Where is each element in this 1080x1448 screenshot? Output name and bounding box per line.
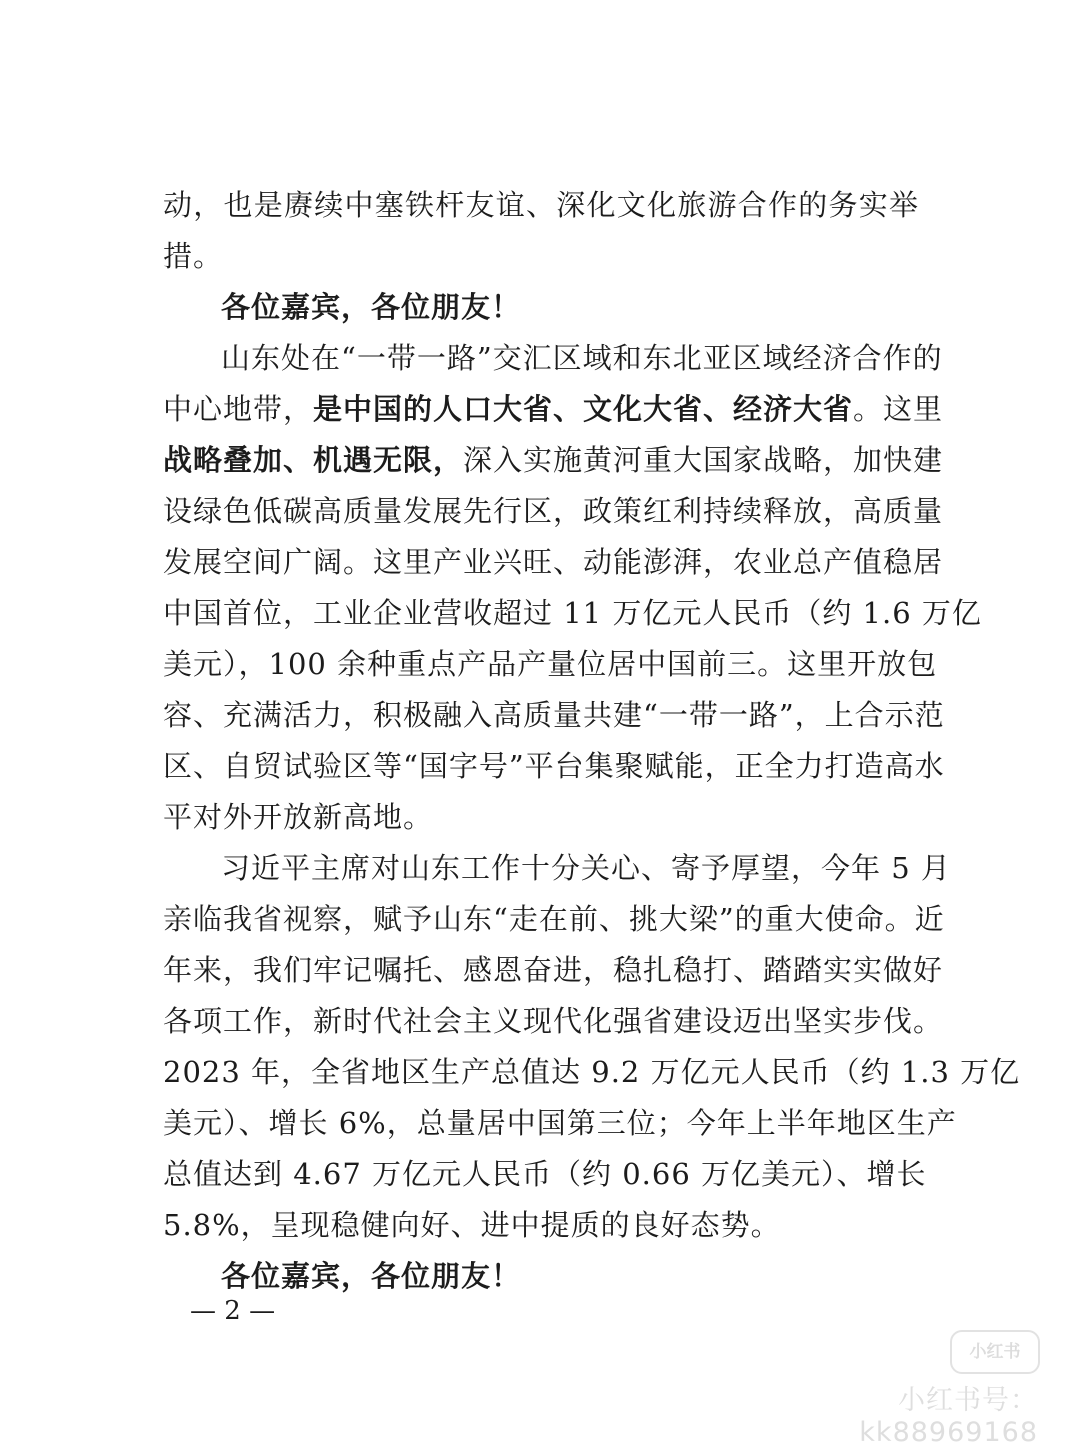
greeting-heading: 各位嘉宾，各位朋友！ [221, 290, 522, 324]
text-line: 总值达到 4.67 万亿元人民币（约 0.66 万亿美元）、增长 [163, 1157, 927, 1191]
text-line: 2023 年，全省地区生产总值达 9.2 万亿元人民币（约 1.3 万亿 [163, 1055, 1021, 1089]
text-line [163, 435, 944, 486]
text-line: 中国首位，工业企业营收超过 11 万亿元人民币（约 1.6 万亿 [163, 596, 982, 630]
text-line [163, 384, 944, 435]
text-line: 设绿色低碳高质量发展先行区，政策红利持续释放，高质量 [163, 494, 944, 528]
text-span: 。这里 [853, 392, 944, 426]
text-line: 措。 [163, 239, 224, 273]
text-span: 中心地带， [163, 392, 314, 426]
text-line: 5.8%，呈现稳健向好、进中提质的良好态势。 [163, 1208, 781, 1242]
text-line: 亲临我省视察，赋予山东“走在前、挑大梁”的重大使命。近 [163, 902, 945, 936]
text-line: 发展空间广阔。这里产业兴旺、动能澎湃，农业总产值稳居 [163, 545, 944, 579]
text-line: 动，也是赓续中塞铁杆友谊、深化文化旅游合作的务实举 [163, 188, 919, 222]
text-line: 平对外开放新高地。 [163, 800, 434, 834]
text-span: 深入实施黄河重大国家战略，加快建 [463, 443, 944, 477]
text-line: 美元），100 余种重点产品产量位居中国前三。这里开放包 [163, 647, 938, 681]
page-number: — 2 — [190, 1296, 276, 1326]
text-line: 区、自贸试验区等“国字号”平台集聚赋能，正全力打造高水 [163, 749, 945, 783]
text-line: 容、充满活力，积极融入高质量共建“一带一路”，上合示范 [163, 698, 945, 732]
text-line: 美元）、增长 6%，总量居中国第三位；今年上半年地区生产 [163, 1106, 957, 1140]
watermark-logo: 小红书 [950, 1330, 1040, 1374]
document-body [163, 180, 1021, 1302]
text-line: 年来，我们牢记嘱托、感恩奋进，稳扎稳打、踏踏实实做好 [163, 953, 944, 987]
bold-text: 战略叠加、机遇无限， [163, 443, 464, 477]
text-line: 各项工作，新时代社会主义现代化强省建设迈出坚实步伐。 [163, 1004, 944, 1038]
bold-text: 是中国的人口大省、文化大省、经济大省 [313, 392, 854, 426]
text-line: 山东处在“一带一路”交汇区域和东北亚区域经济合作的 [221, 341, 943, 375]
text-line: 习近平主席对山东工作十分关心、寄予厚望，今年 5 月 [221, 851, 951, 885]
watermark-account-id: 小红书号：kk88969168 [859, 1385, 1038, 1448]
greeting-heading: 各位嘉宾，各位朋友！ [221, 1259, 522, 1293]
